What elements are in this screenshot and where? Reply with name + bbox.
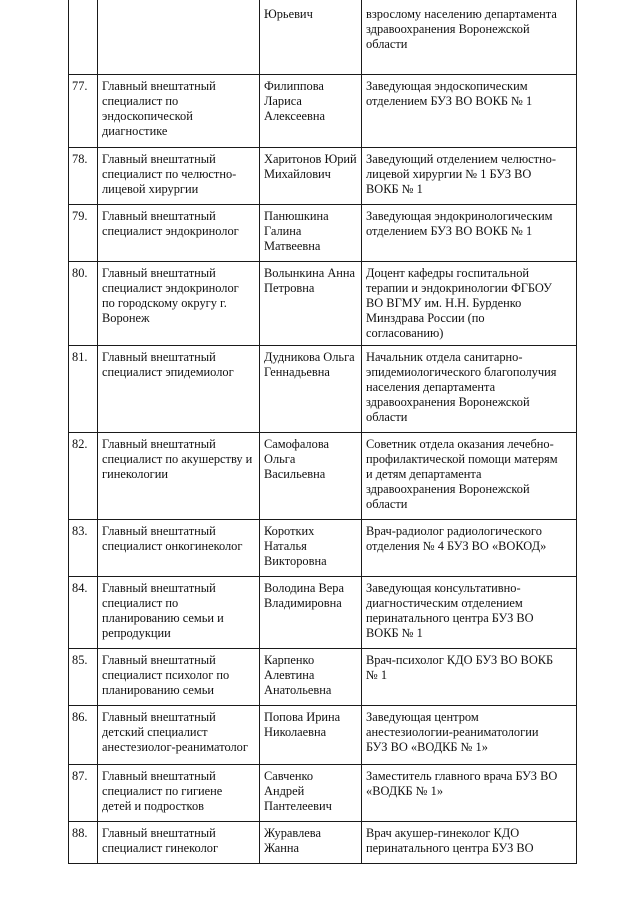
name-cell: Савченко Андрей Пантелеевич — [260, 765, 362, 822]
workplace-cell: взрослому населению департамента здравоохранения Воронежской области — [362, 0, 577, 75]
name-cell: Попова Ирина Николаевна — [260, 706, 362, 765]
workplace-cell: Заместитель главного врача БУЗ ВО «ВОДКБ № 1» — [362, 765, 577, 822]
row-number: 86. — [69, 706, 98, 765]
workplace-cell: Доцент кафедры госпитальной терапии и эндокринологии ФГБОУ ВО ВГМУ им. Н.Н. Бурденко Минздрава России (по согласованию) — [362, 262, 577, 346]
name-cell: Харитонов Юрий Михайлович — [260, 148, 362, 205]
row-number — [69, 0, 98, 75]
position-cell: Главный внештатный специалист по акушерству и гинекологии — [98, 433, 260, 520]
table-row — [69, 706, 577, 765]
name-cell: Коротких Наталья Викторовна — [260, 520, 362, 577]
workplace-cell: Советник отдела оказания лечебно- профилактической помощи матерям и детям департамента здравоохранения Воронежской области — [362, 433, 577, 520]
position-cell — [98, 0, 260, 75]
position-cell: Главный внештатный специалист эпидемиолог — [98, 346, 260, 433]
position-cell: Главный внештатный детский специалист анестезиолог-реаниматолог — [98, 706, 260, 765]
table-row — [69, 262, 577, 346]
workplace-cell: Заведующая эндоскопическим отделением БУЗ ВО ВОКБ № 1 — [362, 75, 577, 148]
name-cell: Филиппова Лариса Алексеевна — [260, 75, 362, 148]
row-number: 84. — [69, 577, 98, 649]
name-cell: Волынкина Анна Петровна — [260, 262, 362, 346]
workplace-cell: Заведующая консультативно- диагностическим отделением перинатального центра БУЗ ВО ВОКБ № 1 — [362, 577, 577, 649]
row-number: 80. — [69, 262, 98, 346]
workplace-cell: Врач акушер-гинеколог КДО перинатального центра БУЗ ВО — [362, 822, 577, 864]
row-number: 78. — [69, 148, 98, 205]
workplace-cell: Заведующая центром анестезиологии-реаниматологии БУЗ ВО «ВОДКБ № 1» — [362, 706, 577, 765]
position-cell: Главный внештатный специалист по челюстно- лицевой хирургии — [98, 148, 260, 205]
table-row — [69, 75, 577, 148]
table-row — [69, 577, 577, 649]
row-number: 81. — [69, 346, 98, 433]
row-number: 85. — [69, 649, 98, 706]
name-cell: Панюшкина Галина Матвеевна — [260, 205, 362, 262]
name-cell: Самофалова Ольга Васильевна — [260, 433, 362, 520]
workplace-cell: Врач-радиолог радиологического отделения № 4 БУЗ ВО «ВОКОД» — [362, 520, 577, 577]
table-row — [69, 346, 577, 433]
position-cell: Главный внештатный специалист онкогинеколог — [98, 520, 260, 577]
table-row — [69, 148, 577, 205]
name-cell: Карпенко Алевтина Анатольевна — [260, 649, 362, 706]
workplace-cell: Заведующая эндокринологическим отделением БУЗ ВО ВОКБ № 1 — [362, 205, 577, 262]
position-cell: Главный внештатный специалист гинеколог — [98, 822, 260, 864]
name-cell: Дудникова Ольга Геннадьевна — [260, 346, 362, 433]
position-cell: Главный внештатный специалист по эндоскопической диагностике — [98, 75, 260, 148]
workplace-cell: Врач-психолог КДО БУЗ ВО ВОКБ № 1 — [362, 649, 577, 706]
position-cell: Главный внештатный специалист по планированию семьи и репродукции — [98, 577, 260, 649]
row-number: 87. — [69, 765, 98, 822]
table-row — [69, 765, 577, 822]
position-cell: Главный внештатный специалист эндокринолог по городскому округу г. Воронеж — [98, 262, 260, 346]
position-cell: Главный внештатный специалист эндокринолог — [98, 205, 260, 262]
name-cell: Журавлева Жанна — [260, 822, 362, 864]
row-number: 77. — [69, 75, 98, 148]
table-row — [69, 0, 577, 75]
table-row — [69, 433, 577, 520]
row-number: 82. — [69, 433, 98, 520]
name-cell: Володина Вера Владимировна — [260, 577, 362, 649]
table-row — [69, 520, 577, 577]
row-number: 83. — [69, 520, 98, 577]
row-number: 88. — [69, 822, 98, 864]
table-row — [69, 649, 577, 706]
position-cell: Главный внештатный специалист по гигиене детей и подростков — [98, 765, 260, 822]
table-row — [69, 822, 577, 864]
specialists-table — [68, 0, 577, 864]
workplace-cell: Начальник отдела санитарно- эпидемиологического благополучия населения департамента здравоохранения Воронежской области — [362, 346, 577, 433]
row-number: 79. — [69, 205, 98, 262]
workplace-cell: Заведующий отделением челюстно- лицевой хирургии № 1 БУЗ ВО ВОКБ № 1 — [362, 148, 577, 205]
name-cell: Юрьевич — [260, 0, 362, 75]
position-cell: Главный внештатный специалист психолог по планированию семьи — [98, 649, 260, 706]
table-row — [69, 205, 577, 262]
